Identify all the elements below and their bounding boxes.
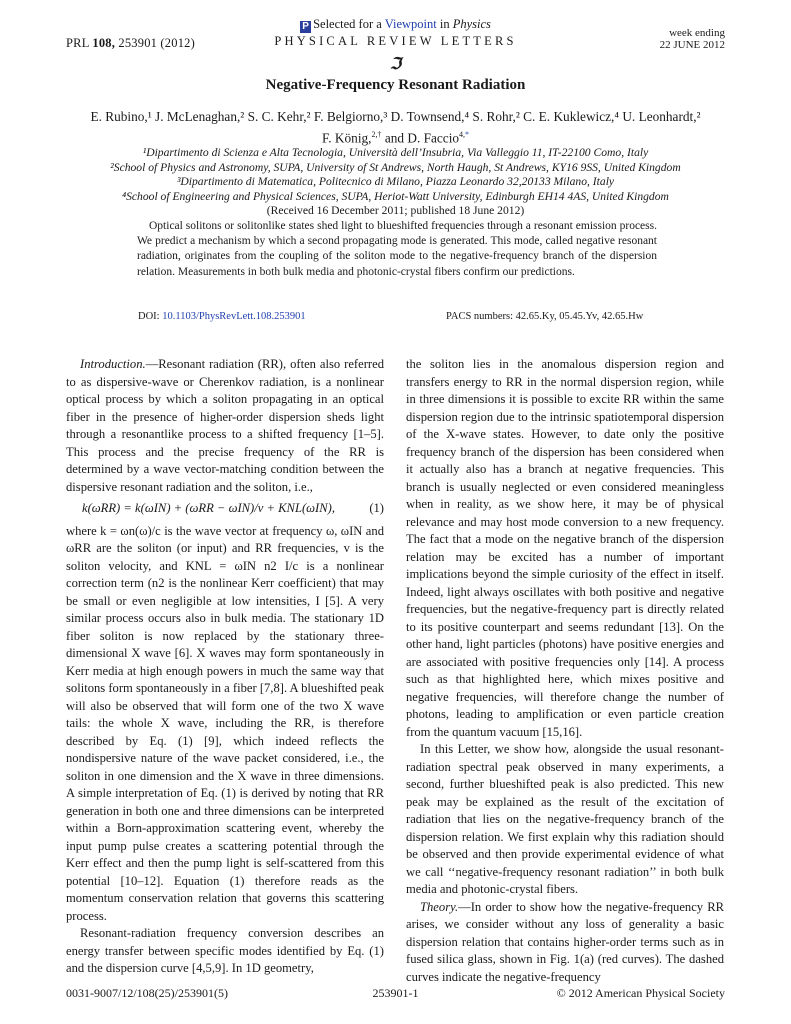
affiliations [40,146,751,219]
footer-page-number: 253901-1 [372,986,419,1000]
author-konig-affil: 2,† [371,130,382,139]
paragraph-this-letter: In this Letter, we show how, alongside the usual resonant-radiation spectral peak observed in many experiments, a second, further blueshifted peak is also predicted. This new peak may be explained as the result of the excitation of radiation that lies on the negative-frequency branch of the dispersion relation. We first explain why this radiation should be observed and then provide experimental evidence of what we call ‘‘negative-frequency resonant radiation’’ in both bulk media and photonic-crystal fibers. [406,742,724,896]
author-konig: F. König, [321,130,372,146]
viewpoint-journal: Physics [452,17,491,31]
right-column [406,356,724,986]
author-faccio: and D. Faccio [381,130,460,146]
footer-issn: 0031-9007/12/108(25)/253901(5) [66,986,228,1000]
doi-label: DOI: [138,311,163,322]
week-ending-label: week ending [669,27,725,39]
received-date: (Received 16 December 2011; published 18 June 2012) [266,204,525,218]
section-heading-theory: Theory. [420,899,459,914]
paper-title: Negative-Frequency Resonant Radiation [265,77,526,93]
footer-copyright: © 2012 American Physical Society [556,986,725,1000]
pacs-numbers: PACS numbers: 42.65.Ky, 05.45.Yv, 42.65.Hw [446,311,644,322]
theory-paragraph [406,899,724,987]
paragraph-dispersion: the soliton lies in the anomalous dispersion region and transfers energy to RR in the normal dispersion region, while in three dimensions it is possible to excite RR within the same dispersion region due to the intrinsic spatiotemporal dispersion of the X-wave states. However, to date only the positive frequency branch of the dispersion has been considered when it actually also has a branch at negative frequencies. This branch is usually neglected or even considered meaningless when in reality, as we show here, it may be of physical relevance and may host mode conversion to a new frequency. The fact that a mode on the negative branch of the dispersion relation may be excited has a number of important implications beyond the simple curiosity of the effect in itself. Indeed, light always oscillates with both positive and negative frequencies, but the negative-frequency part is directly related to its positive counterpart and seems redundant [13]. On the other hand, light particles (photons) have positive energies and are associated with positive frequencies only [14]. A process such as that highlighted here, which mixes positive and negative frequencies, will therefore change the number of photons, leading to amplification or even particle creation from the quantum vacuum [15,16]. [406,357,724,739]
journal-name: PHYSICAL REVIEW LETTERS [274,34,517,48]
viewpoint-link[interactable]: Viewpoint [384,17,437,31]
affiliation-2: ²School of Physics and Astronomy, SUPA, University of St Andrews, North Haugh, St Andrews, KY16 9SS, United Kingdom [110,160,681,174]
section-heading-introduction: Introduction. [80,357,146,371]
equation-number: (1) [369,501,384,515]
intro-paragraph [66,356,384,496]
issue-date-block [660,27,725,51]
affiliation-3: ³Dipartimento di Matematica, Politecnico di Milano, Piazza Leonardo 32,20133 Milano, Italy [176,175,615,189]
citation-article: 253901 (2012) [115,36,195,50]
journal-logo-icon: ℑ [389,56,402,73]
affiliation-4: ⁴School of Engineering and Physical Sciences, SUPA, Heriot-Watt University, Edinburgh EH14 4AS, United Kingdom [122,189,669,203]
citation-journal: PRL [66,36,93,50]
viewpoint-mid: in [436,17,453,31]
issue-date: 22 JUNE 2012 [659,39,725,51]
author-faccio-affil: 4, [459,130,466,139]
authors-line-2 [60,126,731,147]
doi [138,311,306,322]
paragraph-rr-conversion: Resonant-radiation frequency conversion describes an energy transfer between specific modes identified by Eq. (1) and the dispersion curve [4,5,9]. In 1D geometry, [66,926,384,975]
theory-text: —In order to show how the negative-frequency RR arises, we consider without any loss of generality a basic dispersion relation that contains higher-order terms such as in fused silica glass, shown in Fig. 1(a) (red curves). The dashed curves indicate the negative-frequency [406,899,724,984]
corresponding-author-link[interactable]: * [465,130,470,139]
left-column [66,356,384,978]
equation-text: k(ωRR) = k(ωIN) + (ωRR − ωIN)/v + KNL(ωIN), [82,501,335,515]
viewpoint-prefix: Selected for a [313,17,385,31]
affiliation-1: ¹Dipartimento di Scienza e Alta Tecnologia, Università dell’Insubria, Via Valleggio 11, IT-22100 Como, Italy [142,146,649,159]
abstract: Optical solitons or solitonlike states shed light to blueshifted frequencies through a resonant emission process. We predict a mechanism by which a second propagating mode is generated. This mode, called negative resonant radiation, originates from the coupling of the soliton mode to the negative-frequency branch of the dispersion relation. Measurements in both bulk media and photonic-crystal fibers confirm our predictions. [137,220,657,278]
authors-line-1: E. Rubino,¹ J. McLenaghan,² S. C. Kehr,² F. Belgiorno,³ D. Townsend,⁴ S. Rohr,² C. E. Kuklewicz,⁴ U. Leonhardt,² [90,109,701,124]
doi-link[interactable]: 10.1103/PhysRevLett.108.253901 [162,311,306,322]
citation-volume: 108, [92,36,116,50]
paragraph-where: where k = ωn(ω)/c is the wave vector at frequency ω, ωIN and ωRR are the soliton (or input) and RR frequencies, v is the soliton velocity, and KNL = ωIN n2 I/c is a nonlinear correction term (n2 is the nonlinear Kerr coefficient) that may be small or even negligible at low intensities, I [5]. A very similar process occurs also in bulk media. The stationary 1D fiber soliton is now replaced by the stationary three-dimensional X wave [6]. X waves may form spontaneously in Kerr media at high enough powers in much the same way that solitons form spontaneously in a fiber [7,8]. A blueshifted peak will also be observed that will form one of the two X wave tails: the whole X wave, including the RR, is therefore described by Eq. (1) [9], which indeed reflects the nondispersive nature of the wave packet considered, i.e., the soliton in one dimension and the X wave in three dimensions. A simple interpretation of Eq. (1) is derived by noting that RR generation in both one and three dimensions can be interpreted within a Born-approximation scattering event, whereby the input pump pulse creates a scattering potential through the Kerr effect and then the pump light is self-scattered from this potential [10–12]. Equation (1) therefore reads as the momentum conservation relation that governs this scattering process. [66,523,384,923]
intro-text: —Resonant radiation (RR), often also referred to as dispersive-wave or Cherenkov radiation, is a nonlinear optical process by which a soliton propagating in an optical fiber in the presence of higher-order dispersion sheds light through a resonantlike process to a shifted frequency [1–5]. This process and the precise frequency of the RR is determined by a wave vector-matching condition between the dispersive resonant radiation and the soliton, i.e., [66,357,384,494]
equation-1 [66,500,384,518]
physics-badge-icon: P [300,21,311,33]
author-list [60,108,731,147]
